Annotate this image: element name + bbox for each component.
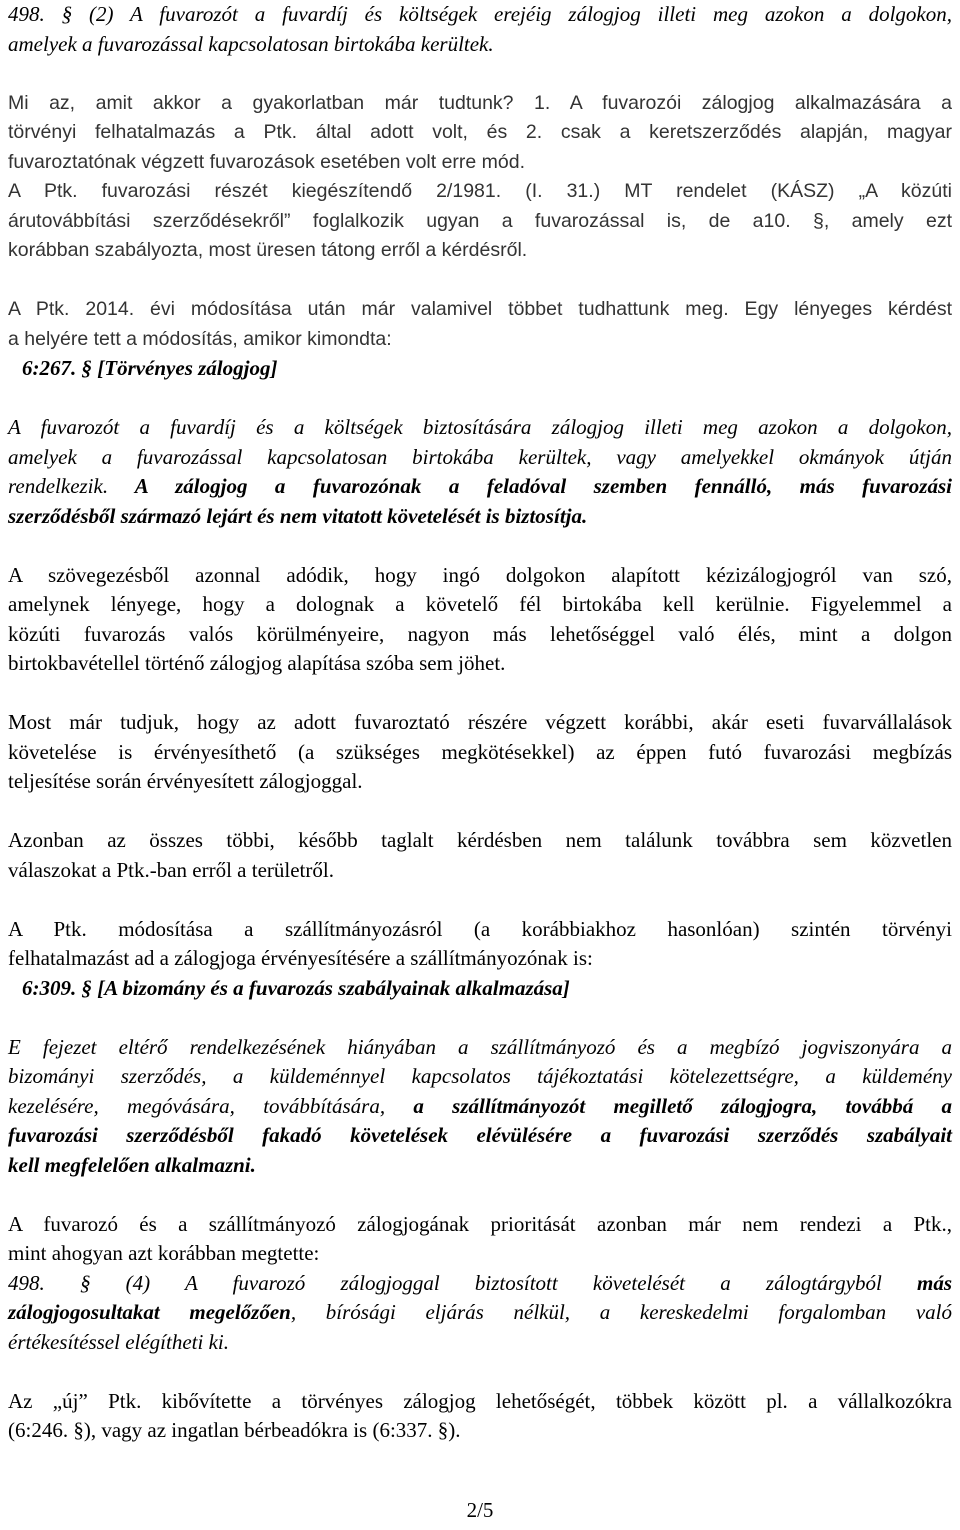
text-span: rendelkezik.: [8, 474, 109, 498]
text-line: A szövegezésből azonnal adódik, hogy ingó dolgokon alapított kézizálogjogról van szó,: [8, 562, 952, 587]
text-line: A fuvarozó és a szállítmányozó zálogjogának prioritását azonban már nem rendezi a Ptk.,: [8, 1211, 952, 1236]
text-line: [8, 1269, 952, 1299]
text-line: Most már tudjuk, hogy az adott fuvaroztató részére végzett korábbi, akár eseti fuvarvállalások: [8, 710, 952, 734]
text-span: , bírósági eljárás nélkül, a kereskedelmi forgalomban való: [290, 1300, 952, 1324]
text-line: A Ptk. fuvarozási részét kiegészítendő 2/1981. (I. 31.) MT rendelet (KÁSZ) „A közúti: [8, 180, 952, 202]
text-line: A Ptk. 2014. évi módosítása után már valamivel többet tudhattunk meg. Egy lényeges kérdést: [8, 298, 952, 320]
body-paragraph: [8, 708, 952, 797]
body-paragraph: [8, 295, 952, 354]
text-line: közúti fuvarozás valós körülményeire, nagyon más lehetőséggel való élés, mint a dolgon: [8, 621, 952, 646]
text-line: [8, 1092, 952, 1122]
text-line: kell megfelelően alkalmazni.: [8, 1152, 256, 1177]
text-span: 498. § (4) A fuvarozó zálogjoggal biztosított követelését a zálogtárgyból: [8, 1270, 917, 1295]
body-paragraph: [8, 915, 952, 974]
text-line: [8, 472, 952, 502]
text-line: Az „új” Ptk. kibővítette a törvényes zálogjog lehetőségét, többek között pl. a vállalkozókra: [8, 1388, 952, 1413]
text-line: árutovábbítási szerződésekről” foglalkozik ugyan a fuvarozással is, de a10. §, amely ezt: [8, 209, 952, 232]
text-line: E fejezet eltérő rendelkezésének hiányában a szállítmányozó és a megbízó jogviszonyára a: [8, 1034, 952, 1059]
emphasis-span: a szállítmányozót megillető zálogjogra, továbbá a: [385, 1093, 952, 1118]
text-line: fuvaroztatónak végzett fuvarozások esetében volt erre mód.: [8, 150, 526, 173]
text-line: Azonban az összes többi, később taglalt kérdésben nem találunk továbbra sem közvetlen: [8, 828, 952, 852]
text-line: teljesítése során érvényesített zálogjoggal.: [8, 769, 363, 793]
text-line: birtokbavétellel történő zálogjog alapítása szóba sem jöhet.: [8, 651, 506, 675]
text-line: Mi az, amit akkor a gyakorlatban már tudtunk? 1. A fuvarozói zálogjog alkalmazására a: [8, 91, 952, 114]
section-heading: 6:309. § [A bizomány és a fuvarozás szabályainak alkalmazása]: [22, 975, 570, 1000]
page-number: 2/5: [466, 1498, 494, 1522]
text-line: bizományi szerződés, a küldeménnyel kapcsolatos tájékoztatási kötelezettségre, a küldemény: [8, 1064, 952, 1088]
text-line: válaszokat a Ptk.-ban erről a területről.: [8, 857, 334, 882]
body-paragraph: [8, 89, 952, 266]
text-span: kezelésére, megóvására, továbbítására,: [8, 1093, 386, 1118]
body-paragraph: [8, 561, 952, 679]
text-line: korábban szabályozta, most üresen tátong erről a kérdésről.: [8, 239, 528, 261]
body-paragraph: [8, 826, 952, 885]
text-line: (6:246. §), vagy az ingatlan bérbeadókra is (6:337. §).: [8, 1418, 461, 1442]
text-line: szerződésből származó lejárt és nem vitatott követelését is biztosítja.: [8, 503, 588, 528]
text-line: mint ahogyan azt korábban megtette:: [8, 1241, 320, 1265]
emphasis-span: A zálogjog a fuvarozónak a feladóval szemben fennálló, más fuvarozási: [108, 474, 952, 498]
section-heading: 6:267. § [Törvényes zálogjog]: [22, 356, 278, 380]
text-line: felhatalmazást ad a zálogjoga érvényesítésére a szállítmányozónak is:: [8, 946, 593, 970]
law-paragraph: [8, 413, 952, 531]
text-line: amelyek a fuvarozással kapcsolatosan birtokába kerültek.: [8, 31, 494, 56]
text-line: A Ptk. módosítása a szállítmányozásról (a korábbiakhoz hasonlóan) szintén törvényi: [8, 916, 952, 941]
text-line: fuvarozási szerződésből fakadó követelések elévülésére a fuvarozási szerződés szabályait: [8, 1123, 952, 1147]
text-line: amelynek lényege, hogy a dolognak a követelő fél birtokába kell kerülnie. Figyelemmel a: [8, 592, 952, 616]
law-paragraph: [8, 1033, 952, 1181]
text-line: 498. § (2) A fuvarozót a fuvardíj és költségek erejéig zálogjog illeti meg azokon a dolgokon,: [8, 2, 952, 26]
emphasis-span: más: [916, 1270, 952, 1295]
text-line: amelyek a fuvarozással kapcsolatosan birtokába kerültek, vagy amelyekkel okmányok útján: [8, 444, 952, 469]
body-paragraph: [8, 1387, 952, 1446]
text-line: A fuvarozót a fuvardíj és a költségek biztosítására zálogjog illeti meg azokon a dolgokon,: [8, 415, 952, 439]
text-line: a helyére tett a módosítás, amikor kimondta:: [8, 327, 392, 350]
quote-paragraph: [8, 0, 952, 59]
body-paragraph: [8, 1210, 952, 1358]
text-line: törvényi felhatalmazás a Ptk. által adott volt, és 2. csak a keretszerződés alapján, magyar: [8, 121, 952, 143]
emphasis-span: zálogjogosultakat megelőzően: [8, 1300, 291, 1324]
text-line: [8, 1298, 952, 1328]
text-line: értékesítéssel elégítheti ki.: [8, 1329, 229, 1354]
text-line: követelése is érvényesíthető (a szükséges megkötésekkel) az éppen futó fuvarozási megbízás: [8, 739, 952, 764]
